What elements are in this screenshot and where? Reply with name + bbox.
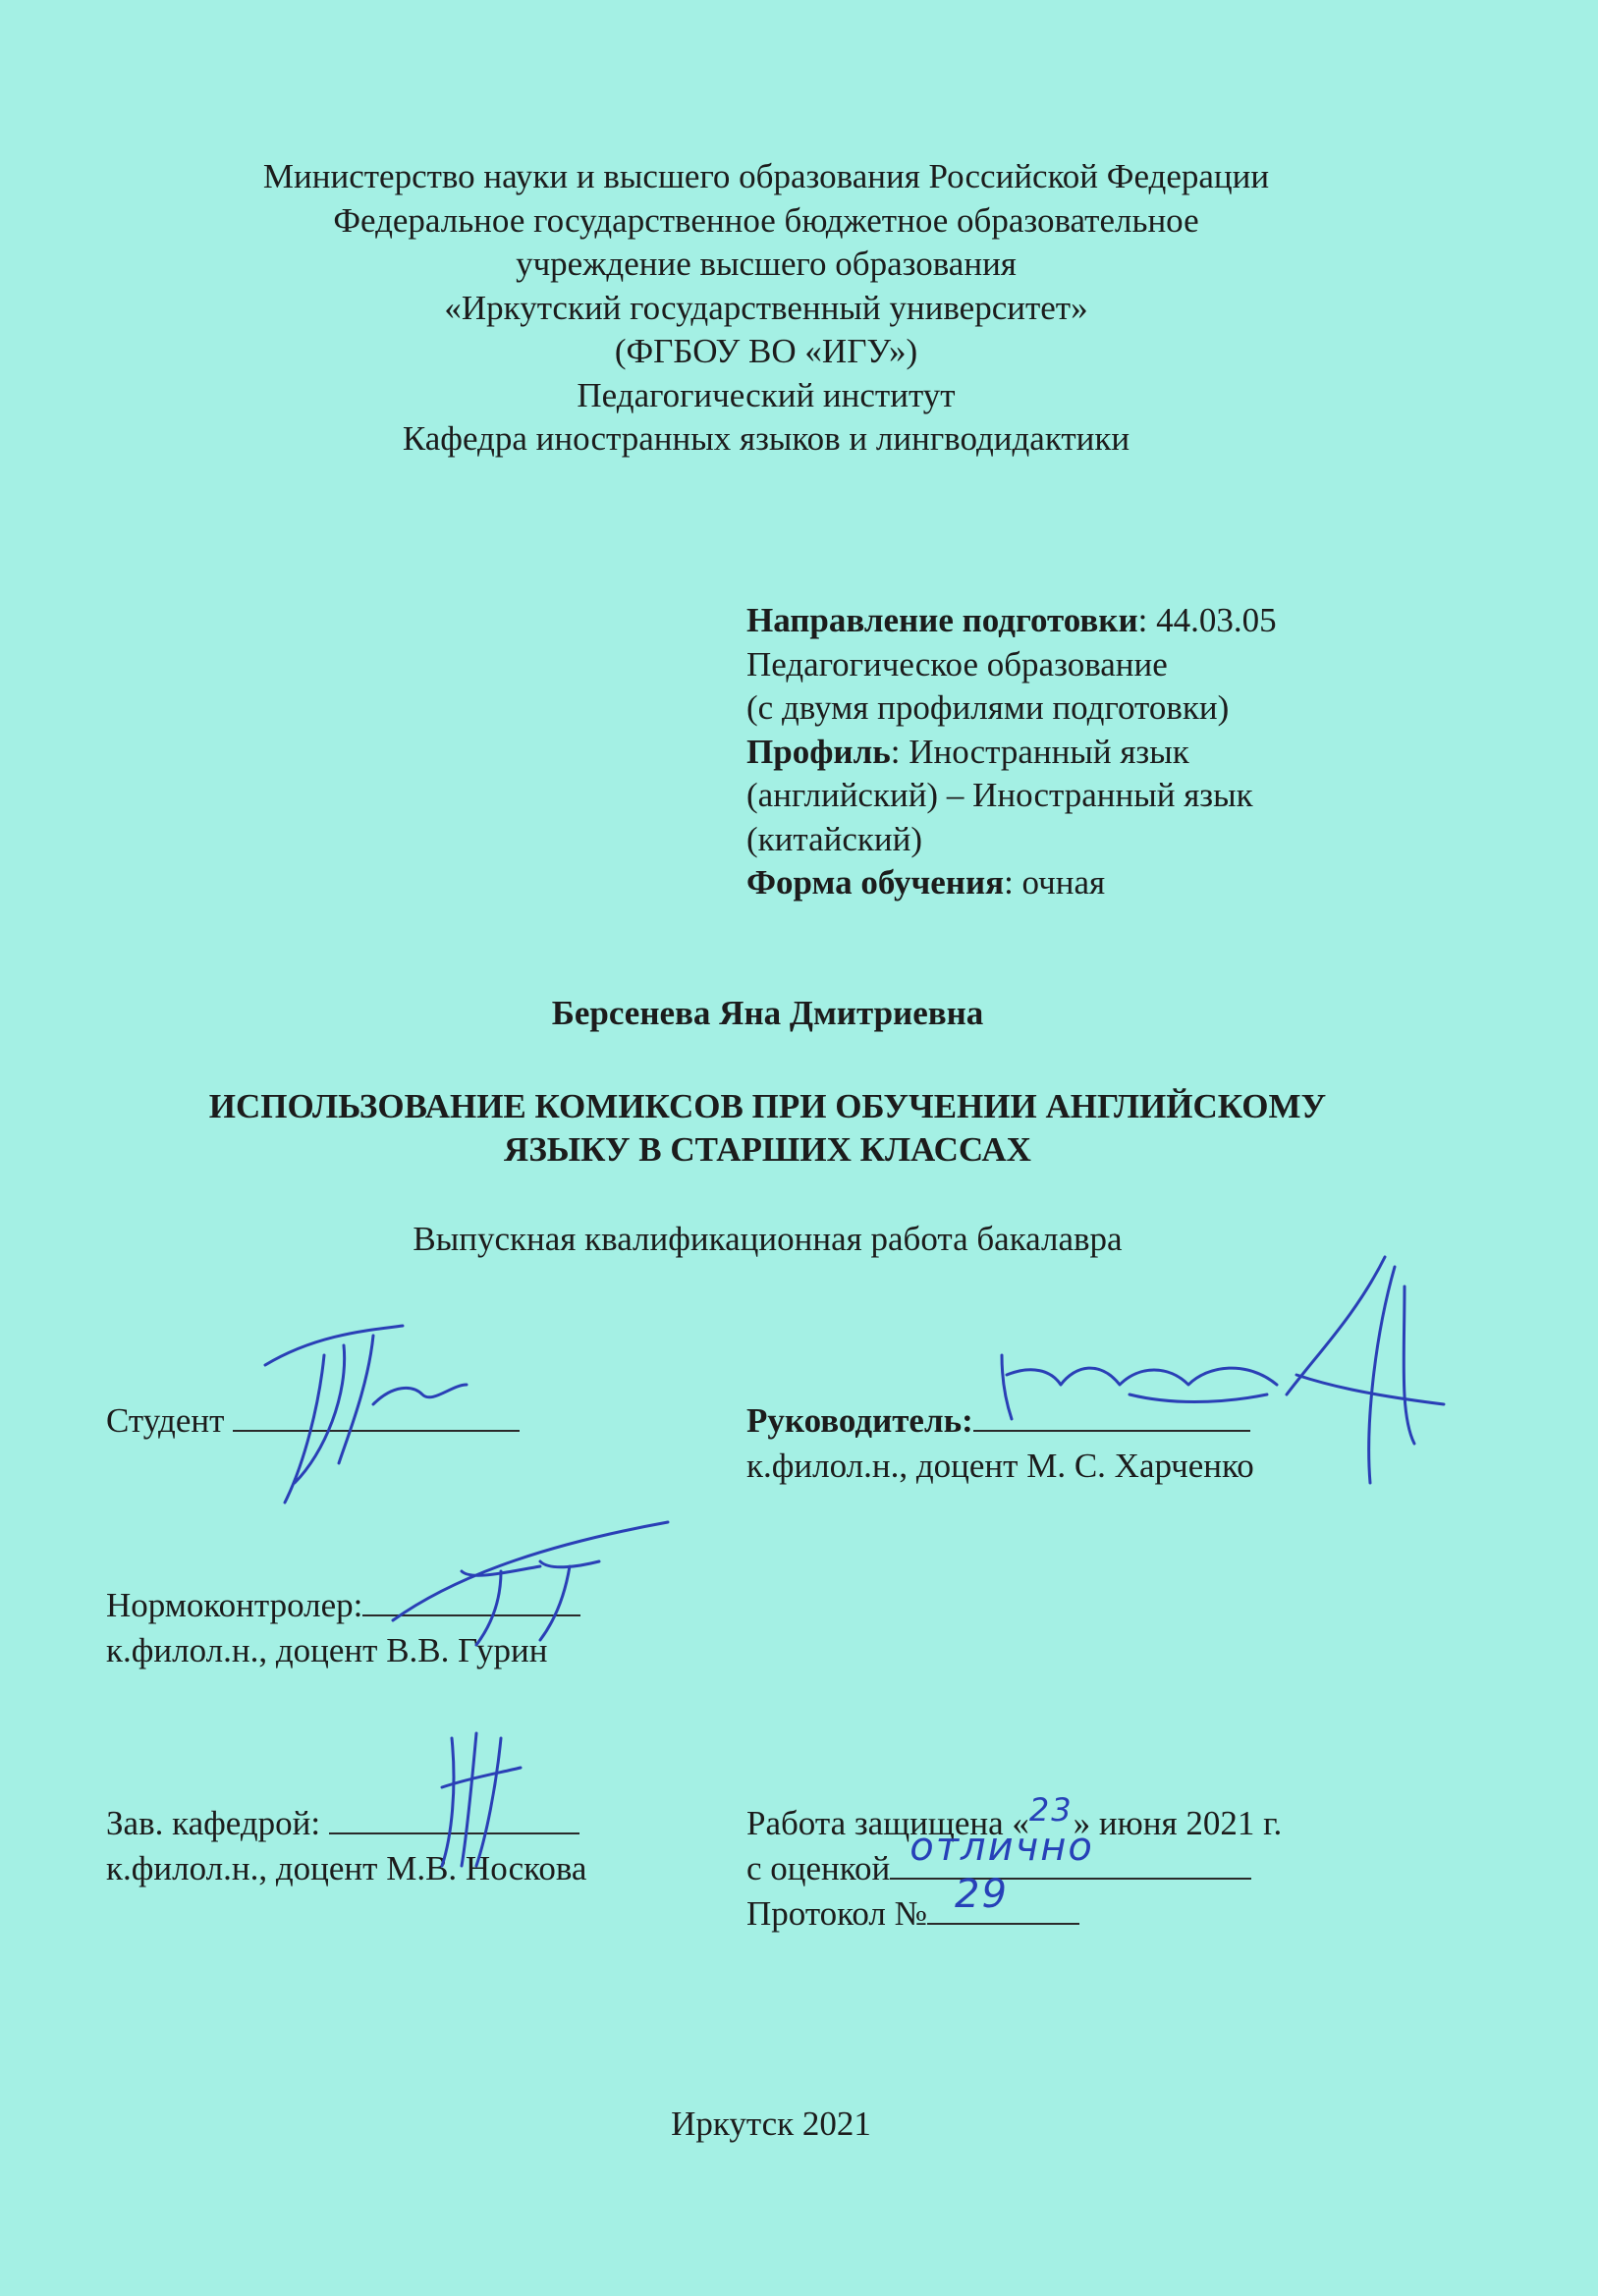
institution-header	[0, 155, 1532, 462]
direction-label: Направление подготовки	[746, 601, 1138, 639]
city-year: Иркутск 2021	[671, 2105, 871, 2143]
head-signature-icon	[422, 1728, 540, 1876]
protocol-number: 29	[955, 1872, 1009, 1917]
institute-name: Педагогический институт	[577, 375, 956, 414]
form-value: : очная	[1004, 863, 1106, 902]
profile-line-2: (английский) – Иностранный язык	[746, 776, 1253, 814]
defense-day: 23	[1028, 1791, 1074, 1829]
direction-value: : 44.03.05	[1137, 601, 1277, 639]
grade-value: отлично	[909, 1825, 1094, 1870]
student-signature-icon	[255, 1316, 511, 1512]
supervisor-signature-icon	[982, 1247, 1434, 1483]
normcontrol-signature-icon	[383, 1512, 678, 1650]
head-name: к.филол.н., доцент М.В. Носкова	[106, 1849, 587, 1887]
supervisor-label: Руководитель:	[746, 1401, 973, 1440]
protocol-label: Протокол №	[746, 1894, 928, 1933]
form-line	[746, 861, 1277, 905]
defense-block	[746, 1791, 1283, 1937]
institution-line-1: Федеральное государственное бюджетное образовательное	[333, 200, 1199, 240]
profile-line	[746, 731, 1277, 775]
university-abbr: (ФГБОУ ВО «ИГУ»)	[614, 332, 918, 370]
direction-line-3: (с двумя профилями подготовки)	[746, 688, 1230, 727]
form-label: Форма обучения	[746, 863, 1005, 902]
thesis-title	[0, 1085, 1535, 1172]
grade-label: с оценкой	[746, 1849, 891, 1887]
profile-line-3: (китайский)	[746, 819, 923, 858]
direction-line-2: Педагогическое образование	[746, 644, 1168, 683]
defense-prefix: Работа защищена «	[746, 1804, 1029, 1842]
institution-line-2: учреждение высшего образования	[516, 245, 1017, 283]
work-type: Выпускная квалификационная работа бакалавра	[413, 1220, 1123, 1258]
ministry-line: Министерство науки и высшего образования Российской Федерации	[262, 157, 1270, 195]
protocol-line	[927, 1872, 1079, 1925]
supervisor-name: к.филол.н., доцент М. С. Харченко	[746, 1447, 1254, 1485]
head-label: Зав. кафедрой:	[106, 1804, 321, 1842]
student-label: Студент	[106, 1401, 225, 1440]
normcontrol-label: Нормоконтролер:	[106, 1586, 363, 1624]
thesis-title-line-2: ЯЗЫКУ В СТАРШИХ КЛАССАХ	[504, 1130, 1031, 1169]
defense-suffix: » июня 2021 г.	[1073, 1804, 1283, 1842]
profile-label: Профиль	[746, 732, 891, 771]
grade-line	[890, 1825, 1251, 1880]
program-info	[746, 599, 1277, 905]
profile-value: : Иностранный язык	[890, 732, 1189, 771]
normcontrol-name: к.филол.н., доцент В.В. Гурин	[106, 1631, 548, 1669]
university-name: «Иркутский государственный университет»	[444, 288, 1088, 327]
department-name: Кафедра иностранных языков и лингводидактики	[402, 419, 1130, 458]
author-name: Берсенева Яна Дмитриевна	[551, 994, 984, 1032]
direction-line	[746, 599, 1277, 643]
thesis-title-line-1: ИСПОЛЬЗОВАНИЕ КОМИКСОВ ПРИ ОБУЧЕНИИ АНГЛИЙСКОМУ	[208, 1087, 1327, 1125]
